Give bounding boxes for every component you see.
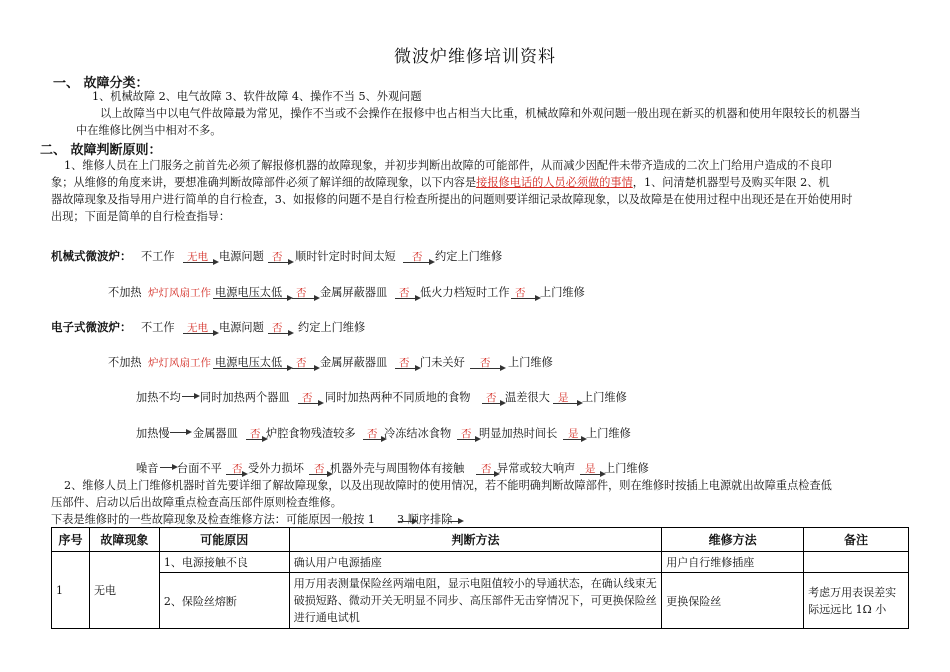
shipping-damage-node: 受外力损坏 bbox=[248, 462, 304, 475]
no-label: 否 bbox=[399, 287, 410, 299]
method-cell: 用万用表测量保险丝两端电阻，显示电阻值较小的导通状态，在确认线束无破损短路、微动开关无明显不同步、高压部件无击穿情况下，可更换保险丝进行通电试机 bbox=[289, 573, 662, 629]
flow-arrow bbox=[511, 298, 535, 299]
symptom-cell: 无电 bbox=[89, 552, 159, 629]
flow-arrow bbox=[213, 298, 287, 299]
book-repair-node: 约定上门维修 bbox=[298, 321, 366, 334]
table-header-row bbox=[52, 528, 909, 552]
principle1-line4: 出现；下面是简单的自行检查指导： bbox=[51, 210, 231, 223]
no-label: 否 bbox=[296, 287, 307, 299]
uneven-heat-node: 加热不均 bbox=[136, 391, 181, 404]
flow-arrow bbox=[298, 403, 318, 404]
no-label: 否 bbox=[461, 428, 472, 440]
fault-categories: 1、机械故障 2、电气故障 3、软件故障 4、操作不当 5、外观问题 bbox=[92, 90, 422, 103]
principle2-line2: 压部件、启动以后出故障重点检查高压部件原则检查维修。 bbox=[51, 496, 342, 509]
uneven-table-node: 台面不平 bbox=[177, 462, 222, 475]
header-cell: 可能原因 bbox=[159, 528, 289, 552]
onsite-repair-node: 上门维修 bbox=[586, 427, 631, 440]
no-label: 否 bbox=[302, 392, 313, 404]
flow-arrow bbox=[213, 368, 287, 369]
no-power-node: 无电 bbox=[187, 322, 208, 334]
book-repair-node: 约定上门维修 bbox=[435, 250, 503, 263]
row-number-cell: 1 bbox=[52, 552, 90, 629]
header-cell: 备注 bbox=[804, 528, 909, 552]
flow-arrow bbox=[457, 439, 475, 440]
principle1-line3: 器故障现象及指导用户进行简单的自行检查，3、如报修的问题不是自行检查所提出的问题则要详细记录故障现象，以及故障是在使用过程中出现还是在开始使用时 bbox=[51, 193, 853, 206]
section-heading-judgment: 二、 故障判断原则： bbox=[40, 143, 162, 158]
low-voltage-node: 电源电压太低 bbox=[215, 286, 283, 299]
no-work-node: 不工作 bbox=[141, 321, 175, 334]
flow-arrow bbox=[482, 403, 500, 404]
flow-arrow bbox=[292, 298, 314, 299]
method-cell: 确认用户电源插座 bbox=[289, 552, 662, 573]
principle1-line1: 1、维修人员在上门服务之前首先必须了解报修机器的故障现象，并初步判断出故障的可能部件，从而减少因配件未带齐造成的二次上门给用户造成的不良印 bbox=[64, 159, 832, 172]
section-heading-fault-types: 一、 故障分类： bbox=[53, 76, 149, 91]
no-heat-node: 不加热 bbox=[108, 356, 142, 369]
highlighted-phrase: 接报修电话的人员必须做的事情 bbox=[476, 176, 633, 189]
flow-arrow bbox=[160, 467, 172, 468]
noise-node: 噪音 bbox=[136, 462, 159, 475]
no-label: 否 bbox=[314, 463, 325, 475]
slow-heat-node: 加热慢 bbox=[136, 427, 170, 440]
loud-node: 异常或较大响声 bbox=[497, 462, 576, 475]
temp-diff-node: 温差很大 bbox=[505, 391, 550, 404]
electronic-microwave-label: 电子式微波炉： bbox=[51, 320, 132, 334]
flow-arrow bbox=[470, 368, 500, 369]
metal-dish-node: 金属屏蔽器皿 bbox=[320, 356, 388, 369]
flow-arrow bbox=[580, 474, 600, 475]
timer-short-node: 顺时针定时时间太短 bbox=[295, 250, 396, 263]
principle1-line2: 象；从维修的角度来讲，要想准确判断故障部件必须了解详细的故障现象，以下内容是接报修电话的人员必须做的事情，1、问清楚机器型号及购买年限 2、机 bbox=[51, 176, 830, 189]
flow-arrow bbox=[268, 262, 288, 263]
flow-arrow bbox=[563, 439, 581, 440]
no-label: 否 bbox=[232, 463, 243, 475]
no-heat-node: 不加热 bbox=[108, 286, 142, 299]
no-power-node: 无电 bbox=[187, 251, 208, 263]
flow-arrow bbox=[395, 368, 415, 369]
no-label: 否 bbox=[412, 251, 423, 263]
onsite-repair-node: 上门维修 bbox=[582, 391, 627, 404]
fault-note-line1: 以上故障当中以电气件故障最为常见，操作不当或不会操作在报修中也占相当大比重，机械故障和外观问题一般出现在新买的机器和使用年限较长的机器当 bbox=[100, 107, 861, 120]
principle2-line1: 2、维修人员上门维修机器时首先要详细了解故障现象，以及出现故障时的使用情况，若不能明确判断故障部件，则在维修时按插上电源就出故障重点检查低 bbox=[64, 479, 832, 492]
low-voltage-node: 电源电压太低 bbox=[215, 356, 283, 369]
flow-arrow bbox=[268, 333, 288, 334]
no-label: 否 bbox=[486, 392, 497, 404]
cause-cell: 1、电源接触不良 bbox=[159, 552, 289, 573]
flow-arrow bbox=[398, 521, 412, 522]
flow-arrow bbox=[183, 333, 213, 334]
table-row bbox=[52, 552, 909, 573]
flow-arrow bbox=[395, 298, 415, 299]
no-label: 否 bbox=[515, 287, 526, 299]
page-title: 微波炉维修培训资料 bbox=[394, 47, 556, 67]
door-not-closed-node: 门未关好 bbox=[420, 356, 465, 369]
long-time-node: 明显加热时间长 bbox=[479, 427, 558, 440]
flow-arrow bbox=[226, 474, 242, 475]
header-cell: 维修方法 bbox=[662, 528, 804, 552]
no-label: 否 bbox=[367, 428, 378, 440]
table-intro: 下表是维修时的一些故障现象及检查维修方法：可能原因一般按 1 3 顺序排除 bbox=[51, 513, 453, 526]
no-label: 否 bbox=[481, 463, 492, 475]
low-fire-node: 低火力档短时工作 bbox=[420, 286, 510, 299]
yes-label: 是 bbox=[585, 463, 596, 475]
flow-arrow bbox=[170, 432, 186, 433]
metal-dish-node: 金属屏蔽器皿 bbox=[320, 286, 388, 299]
note-cell bbox=[804, 552, 909, 573]
note-cell: 考虑万用表误差实际远远比 1Ω 小 bbox=[804, 573, 909, 629]
lamp-fan-node: 炉灯风扇工作 bbox=[148, 357, 211, 369]
onsite-repair-node: 上门维修 bbox=[604, 462, 649, 475]
flow-arrow bbox=[553, 403, 577, 404]
table-row bbox=[52, 573, 909, 629]
power-issue-node: 电源问题 bbox=[219, 321, 264, 334]
two-dishes-node: 同时加热两个器皿 bbox=[200, 391, 290, 404]
no-label: 否 bbox=[272, 251, 283, 263]
no-label: 否 bbox=[296, 357, 307, 369]
metal-dish-node: 金属器皿 bbox=[193, 427, 238, 440]
no-label: 否 bbox=[480, 357, 491, 369]
repair-table bbox=[51, 527, 909, 629]
no-label: 否 bbox=[272, 322, 283, 334]
flow-arrow bbox=[183, 262, 213, 263]
header-cell: 判断方法 bbox=[289, 528, 662, 552]
flow-arrow bbox=[309, 474, 327, 475]
flow-arrow bbox=[292, 368, 314, 369]
fault-note-line2: 中在维修比例当中相对不多。 bbox=[76, 124, 222, 137]
flow-arrow bbox=[246, 439, 262, 440]
no-label: 否 bbox=[399, 357, 410, 369]
two-foods-node: 同时加热两种不同质地的食物 bbox=[325, 391, 471, 404]
flow-arrow bbox=[182, 396, 194, 397]
no-label: 否 bbox=[250, 428, 261, 440]
repair-cell: 用户自行维修插座 bbox=[662, 552, 804, 573]
contact-node: 机器外壳与周围物体有接触 bbox=[330, 462, 465, 475]
power-issue-node: 电源问题 bbox=[219, 250, 264, 263]
repair-cell: 更换保险丝 bbox=[662, 573, 804, 629]
onsite-repair-node: 上门维修 bbox=[508, 356, 553, 369]
header-cell: 序号 bbox=[52, 528, 90, 552]
no-work-node: 不工作 bbox=[141, 250, 175, 263]
frozen-food-node: 冷冻结冰食物 bbox=[384, 427, 452, 440]
flow-arrow bbox=[363, 439, 381, 440]
flow-arrow bbox=[476, 474, 494, 475]
lamp-fan-node: 炉灯风扇工作 bbox=[148, 287, 211, 299]
mechanical-microwave-label: 机械式微波炉： bbox=[51, 249, 132, 263]
flow-arrow bbox=[403, 262, 429, 263]
onsite-repair-node: 上门维修 bbox=[540, 286, 585, 299]
cause-cell: 2、保险丝熔断 bbox=[159, 573, 289, 629]
yes-label: 是 bbox=[568, 428, 579, 440]
flow-arrow bbox=[448, 521, 458, 522]
header-cell: 故障现象 bbox=[89, 528, 159, 552]
yes-label: 是 bbox=[558, 392, 569, 404]
cavity-residue-node: 炉腔食物残渣较多 bbox=[266, 427, 356, 440]
